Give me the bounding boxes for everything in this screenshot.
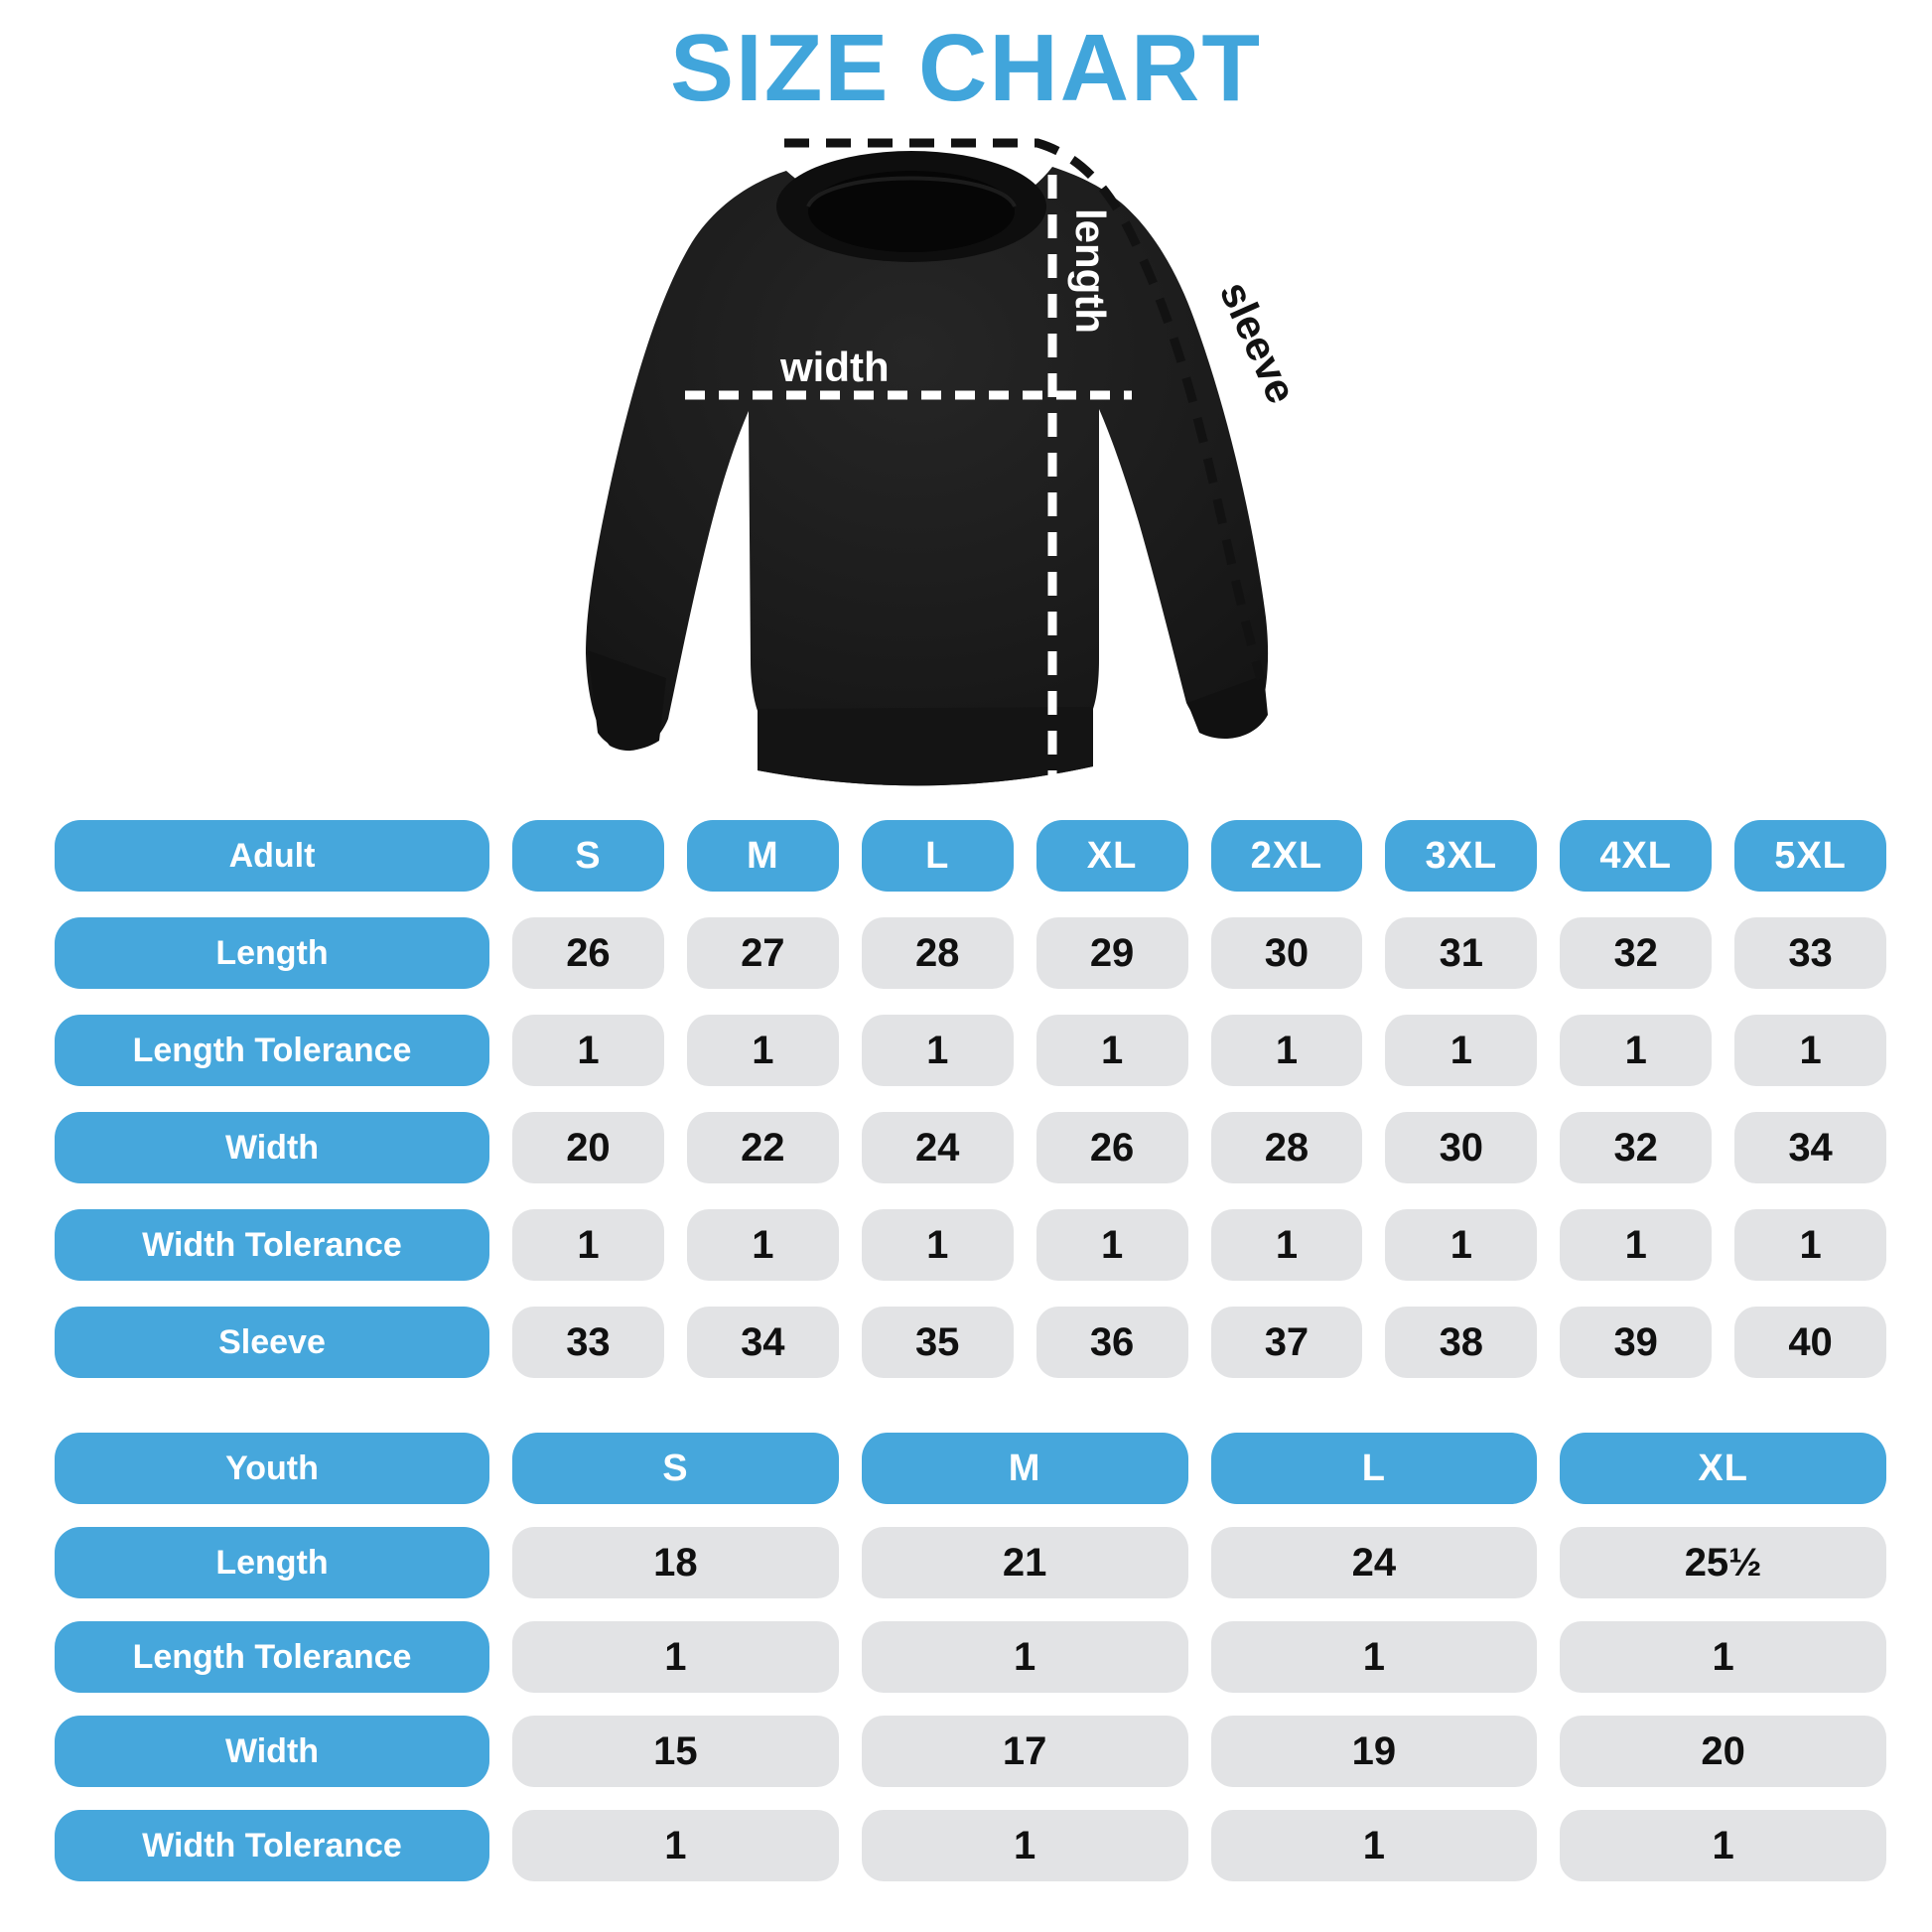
value-cell: 30 <box>1211 917 1363 989</box>
value-cell: 1 <box>1036 1209 1188 1281</box>
value-cell: 1 <box>1734 1209 1886 1281</box>
value-cell: 29 <box>1036 917 1188 989</box>
value-cell: 28 <box>862 917 1014 989</box>
value-cell: 18 <box>512 1527 839 1598</box>
row-label: Length Tolerance <box>55 1621 489 1693</box>
value-cell: 1 <box>1211 1209 1363 1281</box>
length-label: length <box>1067 208 1114 334</box>
sweatshirt-hem-band <box>758 707 1093 785</box>
value-cell: 1 <box>1560 1015 1712 1086</box>
youth-length-tolerance-row <box>55 1621 1886 1693</box>
value-cell: 1 <box>1560 1810 1886 1881</box>
value-cell: 22 <box>687 1112 839 1183</box>
value-cell: 1 <box>1211 1015 1363 1086</box>
row-label: Length <box>55 1527 489 1598</box>
value-cell: 1 <box>512 1209 664 1281</box>
value-cell: 40 <box>1734 1307 1886 1378</box>
value-cell: 1 <box>862 1209 1014 1281</box>
sweatshirt-collar-inner <box>808 171 1015 252</box>
value-cell: 39 <box>1560 1307 1712 1378</box>
value-cell: 34 <box>687 1307 839 1378</box>
value-cell: 27 <box>687 917 839 989</box>
value-cell: 30 <box>1385 1112 1537 1183</box>
youth-size-header: S <box>512 1433 839 1504</box>
value-cell: 1 <box>1560 1621 1886 1693</box>
value-cell: 21 <box>862 1527 1188 1598</box>
value-cell: 15 <box>512 1716 839 1787</box>
value-cell: 32 <box>1560 1112 1712 1183</box>
adult-size-header: S <box>512 820 664 892</box>
adult-size-header: 3XL <box>1385 820 1537 892</box>
value-cell: 26 <box>512 917 664 989</box>
value-cell: 19 <box>1211 1716 1538 1787</box>
value-cell: 1 <box>1385 1015 1537 1086</box>
value-cell: 33 <box>512 1307 664 1378</box>
adult-length-tolerance-row <box>55 1015 1886 1086</box>
value-cell: 37 <box>1211 1307 1363 1378</box>
row-label: Width <box>55 1112 489 1183</box>
value-cell: 1 <box>1734 1015 1886 1086</box>
value-cell: 1 <box>512 1621 839 1693</box>
value-cell: 1 <box>862 1015 1014 1086</box>
youth-width-tolerance-row <box>55 1810 1886 1881</box>
value-cell: 1 <box>862 1810 1188 1881</box>
youth-width-row <box>55 1716 1886 1787</box>
adult-size-header: 5XL <box>1734 820 1886 892</box>
row-label: Width Tolerance <box>55 1209 489 1281</box>
youth-size-header: L <box>1211 1433 1538 1504</box>
value-cell: 1 <box>512 1015 664 1086</box>
value-cell: 1 <box>1211 1621 1538 1693</box>
value-cell: 24 <box>1211 1527 1538 1598</box>
value-cell: 28 <box>1211 1112 1363 1183</box>
adult-table-title: Adult <box>55 820 489 892</box>
value-cell: 38 <box>1385 1307 1537 1378</box>
adult-size-header: XL <box>1036 820 1188 892</box>
value-cell: 26 <box>1036 1112 1188 1183</box>
youth-header-row <box>55 1433 1886 1504</box>
adult-size-header: 4XL <box>1560 820 1712 892</box>
value-cell: 1 <box>687 1209 839 1281</box>
row-label: Sleeve <box>55 1307 489 1378</box>
youth-table-title: Youth <box>55 1433 489 1504</box>
value-cell: 20 <box>512 1112 664 1183</box>
sweatshirt-graphic <box>536 109 1330 824</box>
adult-size-header: L <box>862 820 1014 892</box>
value-cell: 24 <box>862 1112 1014 1183</box>
row-label: Width <box>55 1716 489 1787</box>
adult-header-row <box>55 820 1886 892</box>
value-cell: 31 <box>1385 917 1537 989</box>
sweatshirt-diagram <box>536 109 1330 824</box>
adult-size-header: 2XL <box>1211 820 1363 892</box>
value-cell: 1 <box>1211 1810 1538 1881</box>
value-cell: 34 <box>1734 1112 1886 1183</box>
youth-length-row <box>55 1527 1886 1598</box>
page-title: SIZE CHART <box>670 15 1262 121</box>
value-cell: 17 <box>862 1716 1188 1787</box>
value-cell: 32 <box>1560 917 1712 989</box>
value-cell: 1 <box>1385 1209 1537 1281</box>
value-cell: 1 <box>1560 1209 1712 1281</box>
adult-width-tolerance-row <box>55 1209 1886 1281</box>
value-cell: 1 <box>1036 1015 1188 1086</box>
value-cell: 1 <box>512 1810 839 1881</box>
adult-size-table <box>55 820 1886 1404</box>
value-cell: 36 <box>1036 1307 1188 1378</box>
adult-size-header: M <box>687 820 839 892</box>
youth-size-header: M <box>862 1433 1188 1504</box>
value-cell: 20 <box>1560 1716 1886 1787</box>
row-label: Length Tolerance <box>55 1015 489 1086</box>
adult-sleeve-row <box>55 1307 1886 1378</box>
value-cell: 1 <box>687 1015 839 1086</box>
sleeve-label: sleeve <box>1210 274 1306 411</box>
value-cell: 33 <box>1734 917 1886 989</box>
youth-size-table <box>55 1433 1886 1904</box>
row-label: Width Tolerance <box>55 1810 489 1881</box>
adult-length-row <box>55 917 1886 989</box>
width-label: width <box>780 344 890 390</box>
adult-width-row <box>55 1112 1886 1183</box>
youth-size-header: XL <box>1560 1433 1886 1504</box>
row-label: Length <box>55 917 489 989</box>
value-cell: 35 <box>862 1307 1014 1378</box>
value-cell: 1 <box>862 1621 1188 1693</box>
value-cell: 25½ <box>1560 1527 1886 1598</box>
